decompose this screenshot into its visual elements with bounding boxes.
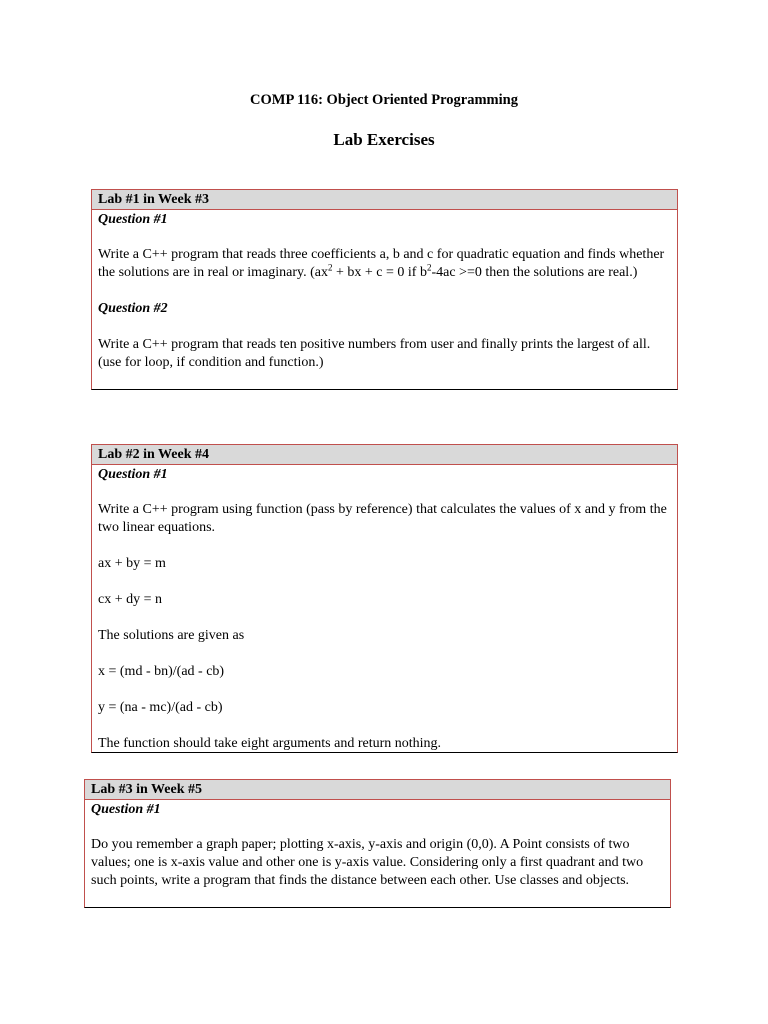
lab-1-box (91, 189, 678, 390)
lab-2-box (91, 444, 678, 753)
document-subtitle: Lab Exercises (333, 130, 435, 149)
lab-3-body (85, 800, 670, 890)
lab-3-question-1-title: Question #1 (91, 802, 161, 817)
superscript: 2 (426, 262, 432, 273)
lab-1-body (92, 210, 677, 372)
lab-1-question-2-text: Write a C++ program that reads ten positive numbers from user and finally prints the largest of all. (use for loop, if condition and function.) (98, 337, 651, 370)
lab-1-question-2-title: Question #2 (98, 301, 168, 316)
lab-3-box (84, 779, 671, 908)
lab-2-closing-text: The function should take eight arguments and return nothing. (98, 736, 442, 751)
lab-2-question-1-title: Question #1 (98, 467, 168, 482)
lab-3-header: Lab #3 in Week #5 (85, 780, 670, 800)
lab-2-equation-2: cx + dy = n (98, 592, 163, 607)
lab-2-header: Lab #2 in Week #4 (92, 445, 677, 465)
lab-2-solution-x: x = (md - bn)/(ad - cb) (98, 664, 225, 679)
superscript: 2 (328, 262, 333, 273)
document-title: COMP 116: Object Oriented Programming (250, 92, 518, 108)
lab-1-header: Lab #1 in Week #3 (92, 190, 677, 210)
lab-2-solution-y: y = (na - mc)/(ad - cb) (98, 700, 223, 715)
lab-2-equation-1: ax + by = m (98, 556, 166, 571)
lab-2-body (92, 465, 677, 753)
lab-1-question-1-title: Question #1 (98, 212, 168, 227)
lab-3-question-1-text: Do you remember a graph paper; plotting x-axis, y-axis and origin (0,0). A Point consists of two values; one is x-axis value and other one is y-axis value. Considering only a first quadrant and two such points, write a program that finds the distance between each other. Use classes and objects. (91, 837, 644, 888)
lab-1-question-1-text: Write a C++ program that reads three coefficients a, b and c for quadratic equation and finds whether the solutions are in real or imaginary. ($ax^2$ + bx + c = 0 if $b^2-4ac >=0$ then the solutions are real.) (98, 247, 665, 280)
lab-2-solutions-intro: The solutions are given as (98, 628, 245, 643)
lab-2-question-1-text: Write a C++ program using function (pass by reference) that calculates the values of x and y from the two linear equations. (98, 502, 667, 535)
